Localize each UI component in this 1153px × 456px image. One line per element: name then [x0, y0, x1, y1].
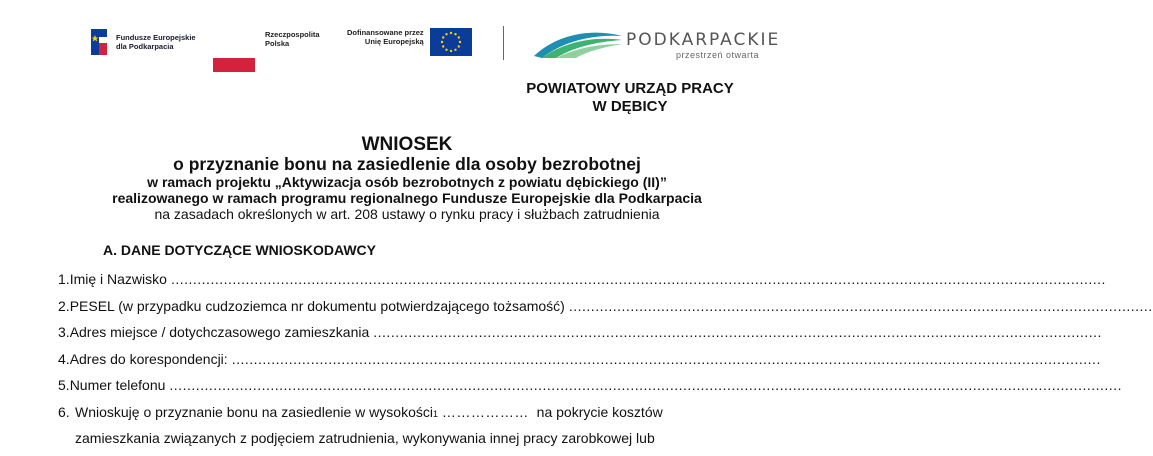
document-title: WNIOSEK	[361, 134, 453, 155]
program-line: realizowanego w ramach programu regionalnego Fundusze Europejskie dla Podkarpacia	[112, 190, 702, 206]
footnote-marker: 1	[432, 408, 438, 419]
eu-line1: Dofinansowane przez	[347, 28, 424, 37]
section-a-heading: A. DANE DOTYCZĄCE WNIOSKODAWCY	[103, 242, 376, 258]
office-name	[500, 80, 760, 116]
field-number: 1.	[58, 271, 70, 287]
amount-text-before: Wnioskuję o przyznanie bonu na zasiedlenie w wysokości	[75, 403, 433, 420]
field-label: PESEL (w przypadku cudzoziemca nr dokumentu potwierdzającego tożsamość)	[69, 297, 565, 314]
name-fill-line[interactable]: .....................................................................................................................................................................................................................	[170, 271, 1106, 287]
field-label: Adres miejsce / dotychczasowego zamieszkania	[69, 324, 370, 340]
project-line: w ramach projektu „Aktywizacja osób bezrobotnych z powiatu dębickiego (II)”	[147, 174, 667, 190]
amount-text-after: na pokrycie kosztów	[536, 403, 663, 420]
field-number: 6.	[58, 403, 70, 420]
podkarpackie-tagline: przestrzeń otwarta	[676, 50, 760, 60]
eu-line2: Unię Europejską	[364, 37, 424, 46]
correspondence-fill-line[interactable]: ......................................................................................................................................................................................................	[231, 350, 1101, 367]
eu-logo	[347, 28, 472, 56]
rp-line1: Rzeczpospolita	[265, 30, 320, 39]
logo-divider	[503, 26, 504, 60]
fe-logo-line2: dla Podkarpacia	[116, 42, 174, 51]
podkarpackie-swoosh-icon	[532, 26, 624, 60]
field-row-amount	[58, 404, 788, 431]
field-number: 3.	[58, 324, 70, 340]
podkarpackie-emblem	[532, 26, 624, 65]
field-row-phone	[58, 377, 1122, 404]
document-title-block	[0, 134, 840, 222]
office-line1: POWIATOWY URZĄD PRACY	[526, 80, 734, 97]
field-number: 4.	[58, 350, 70, 367]
field-label: Adres do korespondencji:	[69, 350, 228, 367]
field-row-correspondence	[58, 350, 1101, 378]
fundusze-europejskie-logo	[88, 25, 196, 59]
field-label: Imię i Nazwisko	[69, 271, 167, 287]
document-subtitle: o przyznanie bonu na zasiedlenie dla osoby bezrobotnej	[173, 154, 641, 174]
eu-flag-icon	[430, 28, 472, 56]
rp-line2: Polska	[265, 39, 290, 48]
field-row-address	[58, 324, 1102, 351]
amount-fill-line[interactable]: ………………	[441, 403, 529, 420]
phone-fill-line[interactable]: .........................................................................................................................................................................................................................	[169, 377, 1122, 393]
polish-flag-icon	[213, 44, 255, 72]
legal-basis-line: na zasadach określonych w art. 208 ustawy o rynku pracy i służbach zatrudnienia	[154, 206, 660, 222]
amount-text-continuation: zamieszkania związanych z podjęciem zatrudnienia, wykonywania innej pracy zarobkowej lub	[75, 430, 655, 446]
pesel-fill-line[interactable]: .....................................................................................................................................	[568, 297, 1153, 314]
field-row-name	[58, 271, 1106, 298]
office-line2: W DĘBICY	[592, 98, 668, 115]
fe-logo-line1: Fundusze Europejskie	[116, 33, 196, 42]
podkarpackie-name: PODKARPACKIE	[626, 30, 781, 50]
field-label: Numer telefonu	[69, 377, 166, 393]
logo-bar	[0, 0, 840, 70]
applicant-fields	[58, 271, 1153, 456]
rzeczpospolita-logo	[213, 30, 320, 72]
field-row-pesel	[58, 297, 1153, 325]
fe-emblem-icon	[88, 25, 110, 59]
field-number: 2.	[58, 297, 70, 314]
field-number: 5.	[58, 377, 70, 393]
address-fill-line[interactable]: ......................................................................................................................................................................	[373, 324, 1102, 340]
